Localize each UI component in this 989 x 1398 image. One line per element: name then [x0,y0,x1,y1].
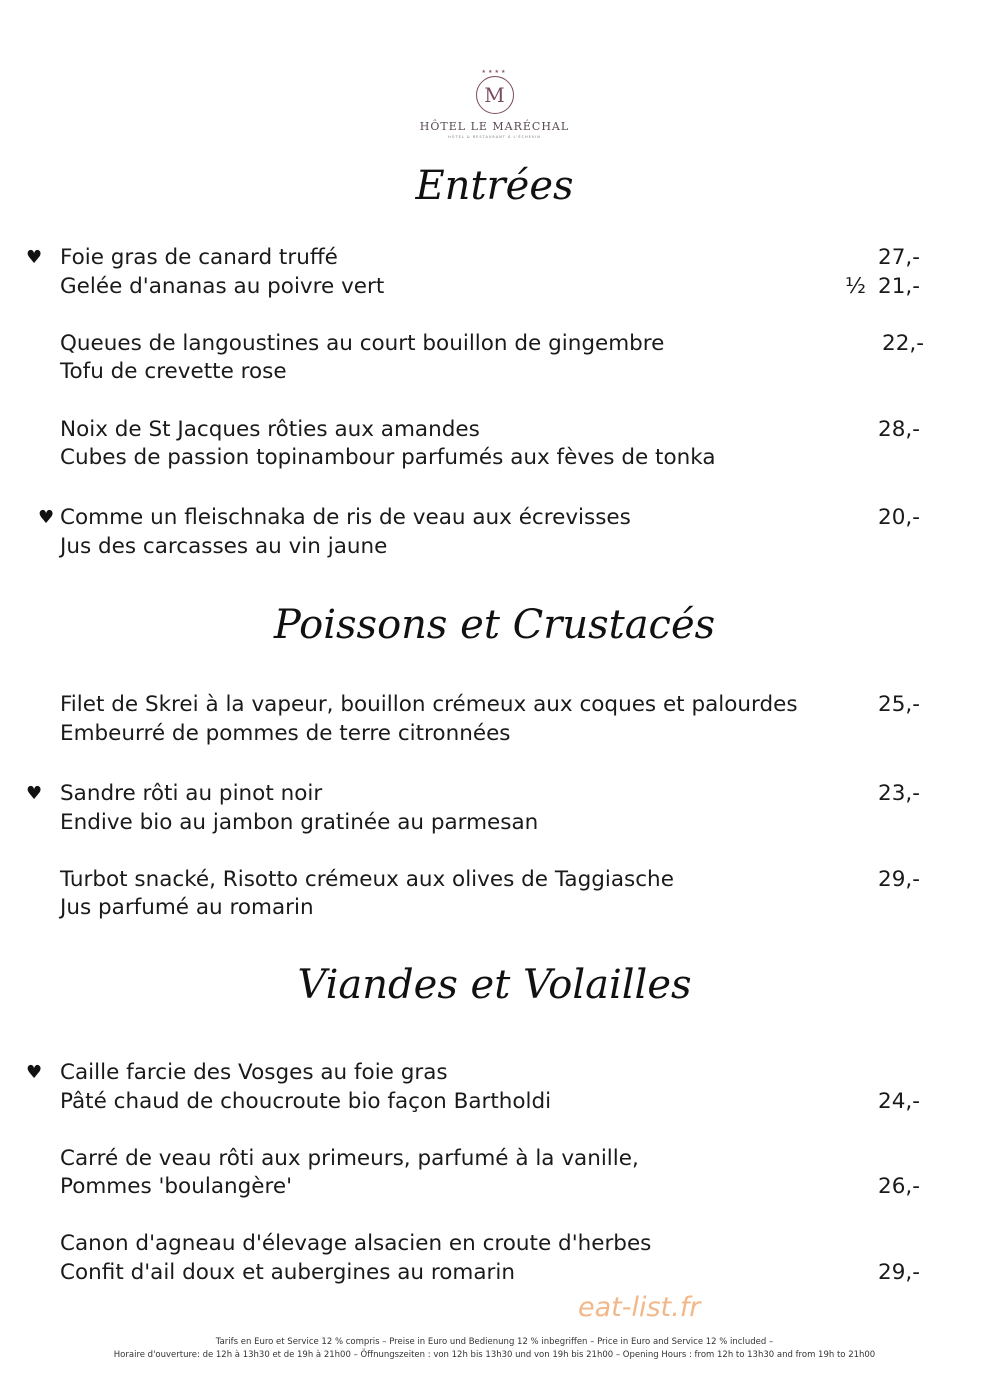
dish-description: Embeurré de pommes de terre citronnées [60,721,511,746]
half-portion-label: ½ [845,274,866,299]
dish-name: Filet de Skrei à la vapeur, bouillon crémeux aux coques et palourdes [60,692,798,717]
dish-description: Endive bio au jambon gratinée au parmesan [60,810,539,835]
footer-opening-hours: Horaire d'ouverture: de 12h à 13h30 et de 19h à 21h00 – Öffnungszeiten : von 12h bis 13h30 und von 19h bis 21h00 – Opening Hours : from 12h to 13h30 and from 19h to 21h00 [113,1350,876,1360]
dish-name: Foie gras de canard truffé [60,245,338,270]
dish-name: Canon d'agneau d'élevage alsacien en croute d'herbes [60,1231,652,1256]
dish-price: 28,- [878,417,920,442]
dish-price: 25,- [878,692,920,717]
dish-price: 29,- [878,867,920,892]
dish-description: Pâté chaud de choucroute bio façon Bartholdi [60,1089,552,1114]
dish-description: Jus parfumé au romarin [60,895,314,920]
section-title-entrees: Entrées [415,163,574,209]
heart-icon: ♥ [26,1062,43,1083]
dish-name: Caille farcie des Vosges au foie gras [60,1060,448,1085]
section-title-viandes: Viandes et Volailles [297,962,692,1008]
dish-price: 27,- [878,245,920,270]
dish-name: Turbot snacké, Risotto crémeux aux olives de Taggiasche [60,867,674,892]
dish-name: Noix de St Jacques rôties aux amandes [60,417,480,442]
logo-monogram: M [476,76,514,114]
dish-description: Tofu de crevette rose [60,359,287,384]
dish-name: Carré de veau rôti aux primeurs, parfumé à la vanille, [60,1146,639,1171]
dish-name: Queues de langoustines au court bouillon de gingembre [60,331,665,356]
half-portion-price: 21,- [878,274,920,299]
dish-description: Confit d'ail doux et aubergines au romarin [60,1260,515,1285]
footer-prices-note: Tarifs en Euro et Service 12 % compris – Preise in Euro und Bedienung 12 % inbegriffen – Price in Euro and Service 12 % included – [215,1337,774,1347]
heart-icon: ♥ [26,783,43,804]
dish-price: 20,- [878,505,920,530]
dish-price: 23,- [878,781,920,806]
dish-description: Jus des carcasses au vin jaune [60,534,388,559]
dish-price: 24,- [878,1089,920,1114]
dish-price: 29,- [878,1260,920,1285]
dish-name: Comme un fleischnaka de ris de veau aux écrevisses [60,505,631,530]
section-title-poissons: Poissons et Crustacés [273,602,716,648]
watermark: eat-list.fr [578,1292,701,1323]
dish-description: Gelée d'ananas au poivre vert [60,274,385,299]
hotel-logo [0,68,989,139]
heart-icon: ♥ [26,247,43,268]
logo-stars: ★★★★ [481,69,508,75]
logo-subtitle: HÔTEL & RESTAURANT À L'ÉCHEVIN [448,135,541,139]
dish-name: Sandre rôti au pinot noir [60,781,323,806]
dish-description: Cubes de passion topinambour parfumés aux fèves de tonka [60,445,716,470]
dish-description: Pommes 'boulangère' [60,1174,292,1199]
dish-price: 22,- [882,331,924,356]
logo-name: HÔTEL LE MARÉCHAL [419,120,570,133]
dish-price: 26,- [878,1174,920,1199]
heart-icon: ♥ [38,507,55,528]
